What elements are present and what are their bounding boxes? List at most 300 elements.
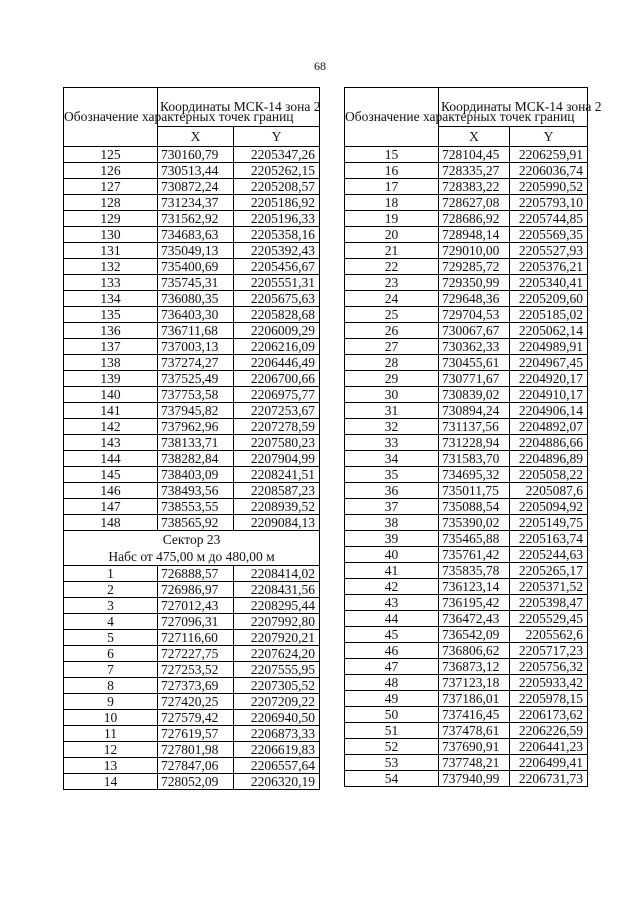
table-row bbox=[64, 195, 320, 211]
table-row bbox=[345, 723, 588, 739]
table-row bbox=[345, 163, 588, 179]
point-number: 20 bbox=[345, 227, 439, 243]
point-number: 41 bbox=[345, 563, 439, 579]
x-coordinate: 737748,21 bbox=[439, 755, 510, 771]
y-coordinate: 2205262,15 bbox=[234, 163, 320, 179]
point-number: 32 bbox=[345, 419, 439, 435]
x-coordinate: 727096,31 bbox=[158, 614, 234, 630]
table-row bbox=[345, 707, 588, 723]
y-coordinate: 2206216,09 bbox=[234, 339, 320, 355]
coordinates-header: Координаты МСК-14 зона 2 bbox=[158, 88, 320, 127]
table-row bbox=[345, 323, 588, 339]
point-number: 4 bbox=[64, 614, 158, 630]
point-number: 139 bbox=[64, 371, 158, 387]
y-coordinate: 2206619,83 bbox=[234, 742, 320, 758]
table-row bbox=[345, 339, 588, 355]
table-row bbox=[345, 643, 588, 659]
point-number: 136 bbox=[64, 323, 158, 339]
designation-header: Обозначение характерных точек границ bbox=[345, 88, 439, 147]
x-coordinate: 730513,44 bbox=[158, 163, 234, 179]
point-number: 26 bbox=[345, 323, 439, 339]
y-coordinate: 2205527,93 bbox=[510, 243, 588, 259]
y-coordinate: 2204910,17 bbox=[510, 387, 588, 403]
x-coordinate: 728948,14 bbox=[439, 227, 510, 243]
x-coordinate: 737945,82 bbox=[158, 403, 234, 419]
x-coordinate: 737274,27 bbox=[158, 355, 234, 371]
y-coordinate: 2205933,42 bbox=[510, 675, 588, 691]
x-coordinate: 727420,25 bbox=[158, 694, 234, 710]
table-row bbox=[64, 614, 320, 630]
x-coordinate: 729350,99 bbox=[439, 275, 510, 291]
table-row bbox=[64, 515, 320, 531]
x-coordinate: 737003,13 bbox=[158, 339, 234, 355]
x-coordinate: 736403,30 bbox=[158, 307, 234, 323]
sector-caption bbox=[64, 531, 320, 566]
x-coordinate: 727227,75 bbox=[158, 646, 234, 662]
point-number: 44 bbox=[345, 611, 439, 627]
x-coordinate: 729648,36 bbox=[439, 291, 510, 307]
table-row bbox=[64, 451, 320, 467]
point-number: 146 bbox=[64, 483, 158, 499]
table-row bbox=[345, 355, 588, 371]
x-coordinate: 731137,56 bbox=[439, 419, 510, 435]
y-coordinate: 2205265,17 bbox=[510, 563, 588, 579]
y-coordinate: 2205990,52 bbox=[510, 179, 588, 195]
point-number: 39 bbox=[345, 531, 439, 547]
x-coordinate: 730362,33 bbox=[439, 339, 510, 355]
point-number: 38 bbox=[345, 515, 439, 531]
coordinates-table-right bbox=[344, 87, 602, 787]
point-number: 9 bbox=[64, 694, 158, 710]
y-coordinate: 2209084,13 bbox=[234, 515, 320, 531]
table-row bbox=[345, 387, 588, 403]
point-number: 52 bbox=[345, 739, 439, 755]
x-coordinate: 735049,13 bbox=[158, 243, 234, 259]
point-number: 11 bbox=[64, 726, 158, 742]
point-number: 23 bbox=[345, 275, 439, 291]
table-row bbox=[64, 678, 320, 694]
y-coordinate: 2208295,44 bbox=[234, 598, 320, 614]
y-coordinate: 2205398,47 bbox=[510, 595, 588, 611]
point-number: 10 bbox=[64, 710, 158, 726]
x-coordinate: 736711,68 bbox=[158, 323, 234, 339]
y-coordinate: 2205347,26 bbox=[234, 147, 320, 163]
table-row bbox=[64, 291, 320, 307]
point-number: 13 bbox=[64, 758, 158, 774]
point-number: 133 bbox=[64, 275, 158, 291]
sector-subtitle: Набс от 475,00 м до 480,00 м bbox=[108, 549, 275, 564]
x-coordinate: 737962,96 bbox=[158, 419, 234, 435]
y-coordinate: 2205717,23 bbox=[510, 643, 588, 659]
table-row bbox=[64, 630, 320, 646]
x-coordinate: 737416,45 bbox=[439, 707, 510, 723]
table-row bbox=[64, 307, 320, 323]
x-coordinate: 727579,42 bbox=[158, 710, 234, 726]
point-number: 129 bbox=[64, 211, 158, 227]
x-coordinate: 735465,88 bbox=[439, 531, 510, 547]
x-coordinate: 735400,69 bbox=[158, 259, 234, 275]
point-number: 17 bbox=[345, 179, 439, 195]
x-coordinate: 730455,61 bbox=[439, 355, 510, 371]
x-coordinate: 735745,31 bbox=[158, 275, 234, 291]
point-number: 47 bbox=[345, 659, 439, 675]
y-coordinate: 2206441,23 bbox=[510, 739, 588, 755]
table-row bbox=[64, 694, 320, 710]
table-row bbox=[64, 179, 320, 195]
y-coordinate: 2206173,62 bbox=[510, 707, 588, 723]
table-row bbox=[345, 739, 588, 755]
point-number: 1 bbox=[64, 566, 158, 582]
table-row bbox=[64, 582, 320, 598]
x-coordinate: 735835,78 bbox=[439, 563, 510, 579]
point-number: 6 bbox=[64, 646, 158, 662]
table-row bbox=[64, 483, 320, 499]
y-coordinate: 2206499,41 bbox=[510, 755, 588, 771]
table-row bbox=[345, 403, 588, 419]
x-coordinate: 738133,71 bbox=[158, 435, 234, 451]
table-row bbox=[345, 771, 588, 787]
y-coordinate: 2205562,6 bbox=[510, 627, 588, 643]
point-number: 140 bbox=[64, 387, 158, 403]
x-coordinate: 737478,61 bbox=[439, 723, 510, 739]
table-row bbox=[64, 339, 320, 355]
point-number: 2 bbox=[64, 582, 158, 598]
point-number: 3 bbox=[64, 598, 158, 614]
table-row bbox=[64, 403, 320, 419]
point-number: 5 bbox=[64, 630, 158, 646]
x-coordinate: 735011,75 bbox=[439, 483, 510, 499]
x-coordinate: 728686,92 bbox=[439, 211, 510, 227]
x-coordinate: 730839,02 bbox=[439, 387, 510, 403]
y-coordinate: 2208587,23 bbox=[234, 483, 320, 499]
table-row bbox=[345, 243, 588, 259]
table-row bbox=[64, 710, 320, 726]
x-coordinate: 727847,06 bbox=[158, 758, 234, 774]
x-coordinate: 727801,98 bbox=[158, 742, 234, 758]
x-coordinate: 738565,92 bbox=[158, 515, 234, 531]
x-coordinate: 731562,92 bbox=[158, 211, 234, 227]
coordinates-header: Координаты МСК-14 зона 2 bbox=[439, 88, 588, 127]
sector-row bbox=[64, 531, 320, 566]
y-coordinate: 2207992,80 bbox=[234, 614, 320, 630]
y-coordinate: 2204920,17 bbox=[510, 371, 588, 387]
point-number: 48 bbox=[345, 675, 439, 691]
x-coordinate: 730160,79 bbox=[158, 147, 234, 163]
y-coordinate: 2205062,14 bbox=[510, 323, 588, 339]
point-number: 35 bbox=[345, 467, 439, 483]
point-number: 137 bbox=[64, 339, 158, 355]
x-coordinate: 729285,72 bbox=[439, 259, 510, 275]
y-coordinate: 2205340,41 bbox=[510, 275, 588, 291]
point-number: 130 bbox=[64, 227, 158, 243]
y-coordinate: 2205793,10 bbox=[510, 195, 588, 211]
y-coordinate: 2206731,73 bbox=[510, 771, 588, 787]
y-coordinate: 2207555,95 bbox=[234, 662, 320, 678]
table-row bbox=[345, 211, 588, 227]
x-coordinate: 735390,02 bbox=[439, 515, 510, 531]
table-row bbox=[345, 195, 588, 211]
table-row bbox=[64, 371, 320, 387]
sector-title: Сектор 23 bbox=[162, 532, 221, 547]
y-coordinate: 2206036,74 bbox=[510, 163, 588, 179]
point-number: 141 bbox=[64, 403, 158, 419]
x-coordinate: 728383,22 bbox=[439, 179, 510, 195]
y-coordinate: 2205358,16 bbox=[234, 227, 320, 243]
table-row bbox=[345, 627, 588, 643]
table-row bbox=[64, 147, 320, 163]
x-coordinate: 737753,58 bbox=[158, 387, 234, 403]
y-coordinate: 2205094,92 bbox=[510, 499, 588, 515]
point-number: 144 bbox=[64, 451, 158, 467]
table-row bbox=[345, 275, 588, 291]
y-coordinate: 2205208,57 bbox=[234, 179, 320, 195]
point-number: 134 bbox=[64, 291, 158, 307]
x-coordinate: 731583,70 bbox=[439, 451, 510, 467]
y-coordinate: 2207904,99 bbox=[234, 451, 320, 467]
point-number: 40 bbox=[345, 547, 439, 563]
x-coordinate: 736873,12 bbox=[439, 659, 510, 675]
table-row bbox=[64, 726, 320, 742]
x-coordinate: 728335,27 bbox=[439, 163, 510, 179]
x-coordinate: 736472,43 bbox=[439, 611, 510, 627]
y-coordinate: 2205529,45 bbox=[510, 611, 588, 627]
y-coordinate: 2205244,63 bbox=[510, 547, 588, 563]
x-coordinate: 736542,09 bbox=[439, 627, 510, 643]
y-coordinate: 2205058,22 bbox=[510, 467, 588, 483]
x-coordinate: 738403,09 bbox=[158, 467, 234, 483]
point-number: 143 bbox=[64, 435, 158, 451]
x-coordinate: 735088,54 bbox=[439, 499, 510, 515]
table-row bbox=[345, 371, 588, 387]
y-coordinate: 2207624,20 bbox=[234, 646, 320, 662]
y-coordinate: 2205186,92 bbox=[234, 195, 320, 211]
y-coordinate: 2205551,31 bbox=[234, 275, 320, 291]
x-coordinate: 727619,57 bbox=[158, 726, 234, 742]
y-coordinate: 2205569,35 bbox=[510, 227, 588, 243]
table-row bbox=[345, 147, 588, 163]
table-row bbox=[345, 483, 588, 499]
y-coordinate: 2206557,64 bbox=[234, 758, 320, 774]
table-row bbox=[64, 598, 320, 614]
point-number: 24 bbox=[345, 291, 439, 307]
point-number: 19 bbox=[345, 211, 439, 227]
x-coordinate: 735761,42 bbox=[439, 547, 510, 563]
point-number: 25 bbox=[345, 307, 439, 323]
y-coordinate: 2206259,91 bbox=[510, 147, 588, 163]
x-coordinate: 730894,24 bbox=[439, 403, 510, 419]
table-row bbox=[64, 163, 320, 179]
table-row bbox=[64, 566, 320, 582]
table-row bbox=[345, 755, 588, 771]
point-number: 12 bbox=[64, 742, 158, 758]
y-coordinate: 2205756,32 bbox=[510, 659, 588, 675]
y-coordinate: 2206940,50 bbox=[234, 710, 320, 726]
point-number: 138 bbox=[64, 355, 158, 371]
y-coordinate: 2205392,43 bbox=[234, 243, 320, 259]
point-number: 33 bbox=[345, 435, 439, 451]
table-row bbox=[64, 211, 320, 227]
x-coordinate: 726986,97 bbox=[158, 582, 234, 598]
y-header: Y bbox=[510, 126, 588, 146]
point-number: 125 bbox=[64, 147, 158, 163]
x-coordinate: 731228,94 bbox=[439, 435, 510, 451]
table-row bbox=[345, 611, 588, 627]
table-row bbox=[345, 595, 588, 611]
table-row bbox=[345, 499, 588, 515]
y-coordinate: 2207209,22 bbox=[234, 694, 320, 710]
point-number: 34 bbox=[345, 451, 439, 467]
y-coordinate: 2205163,74 bbox=[510, 531, 588, 547]
y-coordinate: 2205456,67 bbox=[234, 259, 320, 275]
table-row bbox=[64, 419, 320, 435]
y-coordinate: 2206226,59 bbox=[510, 723, 588, 739]
point-number: 131 bbox=[64, 243, 158, 259]
y-coordinate: 2205087,6 bbox=[510, 483, 588, 499]
point-number: 8 bbox=[64, 678, 158, 694]
point-number: 45 bbox=[345, 627, 439, 643]
table-row bbox=[345, 227, 588, 243]
point-number: 29 bbox=[345, 371, 439, 387]
x-coordinate: 738493,56 bbox=[158, 483, 234, 499]
x-coordinate: 730771,67 bbox=[439, 371, 510, 387]
point-number: 135 bbox=[64, 307, 158, 323]
point-number: 50 bbox=[345, 707, 439, 723]
table-row bbox=[64, 387, 320, 403]
x-coordinate: 728627,08 bbox=[439, 195, 510, 211]
table-row bbox=[345, 675, 588, 691]
y-coordinate: 2205828,68 bbox=[234, 307, 320, 323]
table-row bbox=[64, 355, 320, 371]
table-row bbox=[345, 531, 588, 547]
point-number: 145 bbox=[64, 467, 158, 483]
x-coordinate: 731234,37 bbox=[158, 195, 234, 211]
table-row bbox=[64, 243, 320, 259]
point-number: 53 bbox=[345, 755, 439, 771]
point-number: 36 bbox=[345, 483, 439, 499]
point-number: 126 bbox=[64, 163, 158, 179]
y-coordinate: 2208241,51 bbox=[234, 467, 320, 483]
x-coordinate: 729010,00 bbox=[439, 243, 510, 259]
y-coordinate: 2207278,59 bbox=[234, 419, 320, 435]
y-coordinate: 2204906,14 bbox=[510, 403, 588, 419]
point-number: 54 bbox=[345, 771, 439, 787]
point-number: 31 bbox=[345, 403, 439, 419]
point-number: 51 bbox=[345, 723, 439, 739]
table-row bbox=[64, 758, 320, 774]
x-coordinate: 727012,43 bbox=[158, 598, 234, 614]
table-row bbox=[345, 259, 588, 275]
x-coordinate: 729704,53 bbox=[439, 307, 510, 323]
table-row bbox=[345, 659, 588, 675]
table-row bbox=[64, 499, 320, 515]
y-coordinate: 2207920,21 bbox=[234, 630, 320, 646]
table-row bbox=[64, 227, 320, 243]
x-coordinate: 728104,45 bbox=[439, 147, 510, 163]
y-coordinate: 2205744,85 bbox=[510, 211, 588, 227]
point-number: 148 bbox=[64, 515, 158, 531]
coordinates-table-left bbox=[63, 87, 320, 790]
page-number: 68 bbox=[314, 59, 326, 73]
table-row bbox=[64, 742, 320, 758]
table-row bbox=[345, 419, 588, 435]
point-number: 16 bbox=[345, 163, 439, 179]
point-number: 132 bbox=[64, 259, 158, 275]
x-coordinate: 727116,60 bbox=[158, 630, 234, 646]
x-coordinate: 736080,35 bbox=[158, 291, 234, 307]
point-number: 37 bbox=[345, 499, 439, 515]
x-coordinate: 737186,01 bbox=[439, 691, 510, 707]
y-coordinate: 2206975,77 bbox=[234, 387, 320, 403]
point-number: 30 bbox=[345, 387, 439, 403]
y-coordinate: 2204886,66 bbox=[510, 435, 588, 451]
x-coordinate: 728052,09 bbox=[158, 774, 234, 790]
x-coordinate: 736123,14 bbox=[439, 579, 510, 595]
x-coordinate: 737123,18 bbox=[439, 675, 510, 691]
table-row bbox=[345, 579, 588, 595]
table-row bbox=[345, 179, 588, 195]
table-row bbox=[345, 547, 588, 563]
table-row bbox=[345, 691, 588, 707]
y-coordinate: 2206320,19 bbox=[234, 774, 320, 790]
y-coordinate: 2204896,89 bbox=[510, 451, 588, 467]
y-coordinate: 2205978,15 bbox=[510, 691, 588, 707]
y-coordinate: 2206873,33 bbox=[234, 726, 320, 742]
y-coordinate: 2204892,07 bbox=[510, 419, 588, 435]
table-row bbox=[345, 515, 588, 531]
table-row bbox=[64, 662, 320, 678]
table-row bbox=[64, 259, 320, 275]
y-coordinate: 2206446,49 bbox=[234, 355, 320, 371]
table-row bbox=[64, 323, 320, 339]
point-number: 127 bbox=[64, 179, 158, 195]
y-coordinate: 2208431,56 bbox=[234, 582, 320, 598]
point-number: 43 bbox=[345, 595, 439, 611]
y-coordinate: 2208939,52 bbox=[234, 499, 320, 515]
point-number: 15 bbox=[345, 147, 439, 163]
x-coordinate: 737525,49 bbox=[158, 371, 234, 387]
y-coordinate: 2206700,66 bbox=[234, 371, 320, 387]
x-coordinate: 727253,52 bbox=[158, 662, 234, 678]
x-header: X bbox=[158, 126, 234, 146]
y-coordinate: 2207305,52 bbox=[234, 678, 320, 694]
point-number: 22 bbox=[345, 259, 439, 275]
x-coordinate: 737940,99 bbox=[439, 771, 510, 787]
y-coordinate: 2205185,02 bbox=[510, 307, 588, 323]
point-number: 18 bbox=[345, 195, 439, 211]
table-row bbox=[64, 275, 320, 291]
y-coordinate: 2205675,63 bbox=[234, 291, 320, 307]
x-coordinate: 734683,63 bbox=[158, 227, 234, 243]
x-coordinate: 737690,91 bbox=[439, 739, 510, 755]
x-coordinate: 736195,42 bbox=[439, 595, 510, 611]
table-row bbox=[345, 435, 588, 451]
y-coordinate: 2207580,23 bbox=[234, 435, 320, 451]
point-number: 7 bbox=[64, 662, 158, 678]
point-number: 142 bbox=[64, 419, 158, 435]
point-number: 42 bbox=[345, 579, 439, 595]
x-coordinate: 727373,69 bbox=[158, 678, 234, 694]
y-coordinate: 2208414,02 bbox=[234, 566, 320, 582]
table-row bbox=[345, 291, 588, 307]
x-coordinate: 730872,24 bbox=[158, 179, 234, 195]
x-coordinate: 726888,57 bbox=[158, 566, 234, 582]
y-coordinate: 2205376,21 bbox=[510, 259, 588, 275]
y-coordinate: 2205371,52 bbox=[510, 579, 588, 595]
point-number: 28 bbox=[345, 355, 439, 371]
point-number: 49 bbox=[345, 691, 439, 707]
table-row bbox=[64, 435, 320, 451]
y-coordinate: 2205196,33 bbox=[234, 211, 320, 227]
